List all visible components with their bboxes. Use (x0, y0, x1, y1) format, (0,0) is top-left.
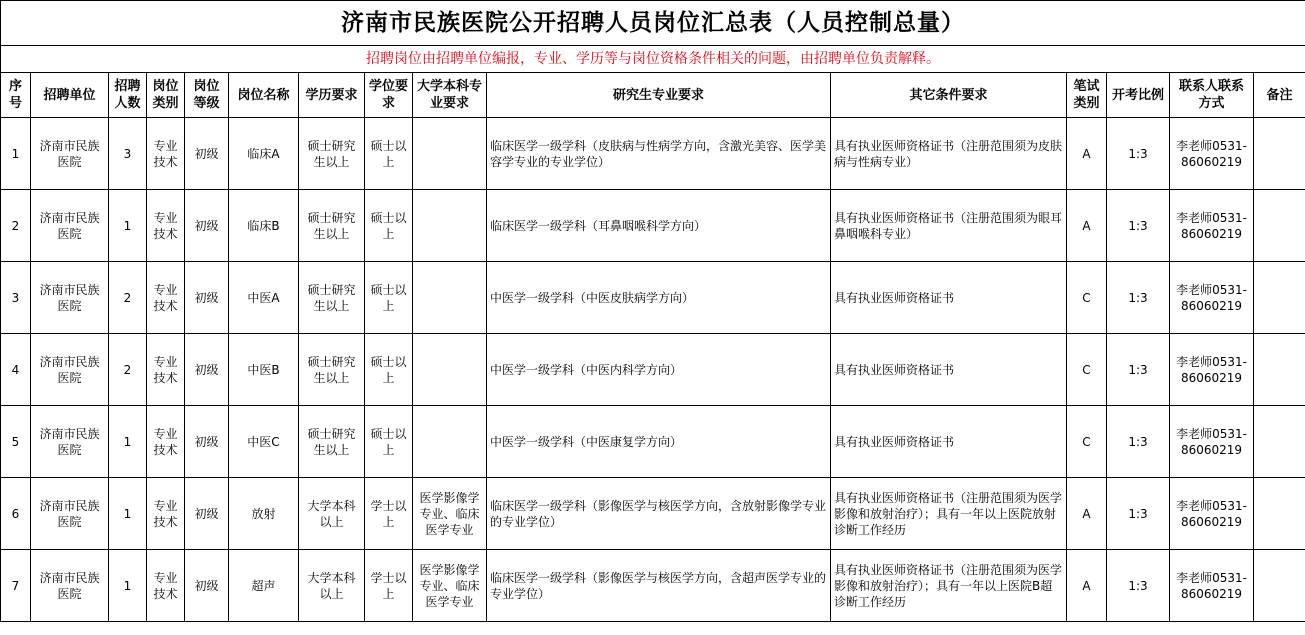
cell-degree: 硕士以上 (365, 406, 413, 478)
header-graduate: 研究生专业要求 (487, 73, 831, 118)
cell-note (1254, 190, 1305, 262)
cell-degree: 硕士以上 (365, 118, 413, 190)
cell-category: 专业技术 (147, 190, 185, 262)
cell-seq: 3 (1, 262, 31, 334)
cell-education: 硕士研究生以上 (299, 118, 365, 190)
cell-unit: 济南市民族医院 (31, 478, 109, 550)
cell-other: 具有执业医师资格证书（注册范围须为医学影像和放射治疗）；具有一年以上医院放射诊断工作经历 (831, 478, 1067, 550)
cell-degree: 硕士以上 (365, 190, 413, 262)
cell-other: 具有执业医师资格证书 (831, 262, 1067, 334)
cell-seq: 4 (1, 334, 31, 406)
cell-ratio: 1:3 (1107, 406, 1170, 478)
cell-level: 初级 (185, 406, 229, 478)
cell-level: 初级 (185, 262, 229, 334)
cell-count: 3 (109, 118, 147, 190)
cell-exam: A (1067, 478, 1107, 550)
cell-ratio: 1:3 (1107, 262, 1170, 334)
cell-exam: A (1067, 550, 1107, 622)
cell-degree: 硕士以上 (365, 262, 413, 334)
cell-education: 硕士研究生以上 (299, 406, 365, 478)
cell-unit: 济南市民族医院 (31, 118, 109, 190)
cell-contact: 李老师0531-86060219 (1170, 406, 1254, 478)
cell-name: 放射 (229, 478, 299, 550)
cell-seq: 7 (1, 550, 31, 622)
cell-name: 超声 (229, 550, 299, 622)
cell-category: 专业技术 (147, 118, 185, 190)
cell-count: 1 (109, 190, 147, 262)
cell-note (1254, 262, 1305, 334)
cell-note (1254, 406, 1305, 478)
header-undergrad: 大学本科专业要求 (413, 73, 487, 118)
cell-exam: C (1067, 262, 1107, 334)
header-level: 岗位等级 (185, 73, 229, 118)
cell-undergrad (413, 334, 487, 406)
cell-unit: 济南市民族医院 (31, 334, 109, 406)
table-row (1, 190, 1305, 262)
cell-unit: 济南市民族医院 (31, 406, 109, 478)
cell-other: 具有执业医师资格证书（注册范围须为眼耳鼻咽喉科专业） (831, 190, 1067, 262)
header-note: 备注 (1254, 73, 1305, 118)
header-name: 岗位名称 (229, 73, 299, 118)
cell-ratio: 1:3 (1107, 550, 1170, 622)
cell-graduate: 临床医学一级学科（耳鼻咽喉科学方向） (487, 190, 831, 262)
cell-count: 2 (109, 334, 147, 406)
cell-note (1254, 334, 1305, 406)
cell-ratio: 1:3 (1107, 334, 1170, 406)
cell-category: 专业技术 (147, 406, 185, 478)
subtitle-row (1, 46, 1305, 73)
cell-degree: 硕士以上 (365, 334, 413, 406)
cell-unit: 济南市民族医院 (31, 262, 109, 334)
cell-graduate: 中医学一级学科（中医内科学方向） (487, 334, 831, 406)
cell-education: 硕士研究生以上 (299, 262, 365, 334)
header-contact: 联系人联系方式 (1170, 73, 1254, 118)
cell-graduate: 临床医学一级学科（影像医学与核医学方向，含超声医学专业的专业学位） (487, 550, 831, 622)
page-title: 济南市民族医院公开招聘人员岗位汇总表（人员控制总量） (1, 1, 1305, 46)
cell-exam: C (1067, 406, 1107, 478)
table-row (1, 334, 1305, 406)
header-seq: 序号 (1, 73, 31, 118)
cell-name: 中医B (229, 334, 299, 406)
cell-unit: 济南市民族医院 (31, 550, 109, 622)
cell-seq: 1 (1, 118, 31, 190)
header-exam: 笔试类别 (1067, 73, 1107, 118)
cell-level: 初级 (185, 118, 229, 190)
cell-undergrad (413, 190, 487, 262)
cell-other: 具有执业医师资格证书 (831, 334, 1067, 406)
cell-count: 1 (109, 550, 147, 622)
cell-other: 具有执业医师资格证书（注册范围须为医学影像和放射治疗）；具有一年以上医院B超诊断工作经历 (831, 550, 1067, 622)
cell-ratio: 1:3 (1107, 118, 1170, 190)
page-subtitle: 招聘岗位由招聘单位编报，专业、学历等与岗位资格条件相关的问题，由招聘单位负责解释。 (1, 46, 1305, 73)
table-row (1, 406, 1305, 478)
header-education: 学历要求 (299, 73, 365, 118)
cell-degree: 学士以上 (365, 550, 413, 622)
cell-level: 初级 (185, 478, 229, 550)
cell-contact: 李老师0531-86060219 (1170, 118, 1254, 190)
cell-level: 初级 (185, 550, 229, 622)
cell-note (1254, 118, 1305, 190)
cell-exam: A (1067, 190, 1107, 262)
cell-ratio: 1:3 (1107, 190, 1170, 262)
cell-seq: 6 (1, 478, 31, 550)
cell-exam: C (1067, 334, 1107, 406)
table-row (1, 478, 1305, 550)
cell-other: 具有执业医师资格证书 (831, 406, 1067, 478)
cell-contact: 李老师0531-86060219 (1170, 478, 1254, 550)
cell-seq: 2 (1, 190, 31, 262)
header-other: 其它条件要求 (831, 73, 1067, 118)
cell-level: 初级 (185, 334, 229, 406)
cell-undergrad (413, 406, 487, 478)
cell-graduate: 中医学一级学科（中医皮肤病学方向） (487, 262, 831, 334)
table-row (1, 550, 1305, 622)
cell-category: 专业技术 (147, 334, 185, 406)
cell-contact: 李老师0531-86060219 (1170, 550, 1254, 622)
header-ratio: 开考比例 (1107, 73, 1170, 118)
cell-contact: 李老师0531-86060219 (1170, 334, 1254, 406)
cell-education: 大学本科以上 (299, 478, 365, 550)
cell-undergrad (413, 118, 487, 190)
cell-graduate: 临床医学一级学科（皮肤病与性病学方向，含激光美容、医学美容学专业的专业学位） (487, 118, 831, 190)
header-row (1, 73, 1305, 118)
cell-contact: 李老师0531-86060219 (1170, 262, 1254, 334)
cell-graduate: 中医学一级学科（中医康复学方向） (487, 406, 831, 478)
cell-name: 中医A (229, 262, 299, 334)
cell-other: 具有执业医师资格证书（注册范围须为皮肤病与性病专业） (831, 118, 1067, 190)
cell-education: 硕士研究生以上 (299, 190, 365, 262)
cell-level: 初级 (185, 190, 229, 262)
title-row (1, 1, 1305, 46)
header-count: 招聘人数 (109, 73, 147, 118)
table-row (1, 262, 1305, 334)
cell-name: 中医C (229, 406, 299, 478)
cell-exam: A (1067, 118, 1107, 190)
cell-unit: 济南市民族医院 (31, 190, 109, 262)
cell-category: 专业技术 (147, 478, 185, 550)
cell-undergrad: 医学影像学专业、临床医学专业 (413, 478, 487, 550)
cell-contact: 李老师0531-86060219 (1170, 190, 1254, 262)
cell-count: 1 (109, 406, 147, 478)
cell-category: 专业技术 (147, 550, 185, 622)
header-degree: 学位要求 (365, 73, 413, 118)
cell-note (1254, 478, 1305, 550)
cell-name: 临床B (229, 190, 299, 262)
cell-note (1254, 550, 1305, 622)
cell-graduate: 临床医学一级学科（影像医学与核医学方向，含放射影像学专业的专业学位） (487, 478, 831, 550)
cell-degree: 学士以上 (365, 478, 413, 550)
cell-education: 大学本科以上 (299, 550, 365, 622)
cell-count: 1 (109, 478, 147, 550)
cell-undergrad (413, 262, 487, 334)
cell-count: 2 (109, 262, 147, 334)
cell-seq: 5 (1, 406, 31, 478)
cell-ratio: 1:3 (1107, 478, 1170, 550)
header-category: 岗位类别 (147, 73, 185, 118)
cell-name: 临床A (229, 118, 299, 190)
cell-undergrad: 医学影像学专业、临床医学专业 (413, 550, 487, 622)
cell-category: 专业技术 (147, 262, 185, 334)
cell-education: 硕士研究生以上 (299, 334, 365, 406)
header-unit: 招聘单位 (31, 73, 109, 118)
table-row (1, 118, 1305, 190)
